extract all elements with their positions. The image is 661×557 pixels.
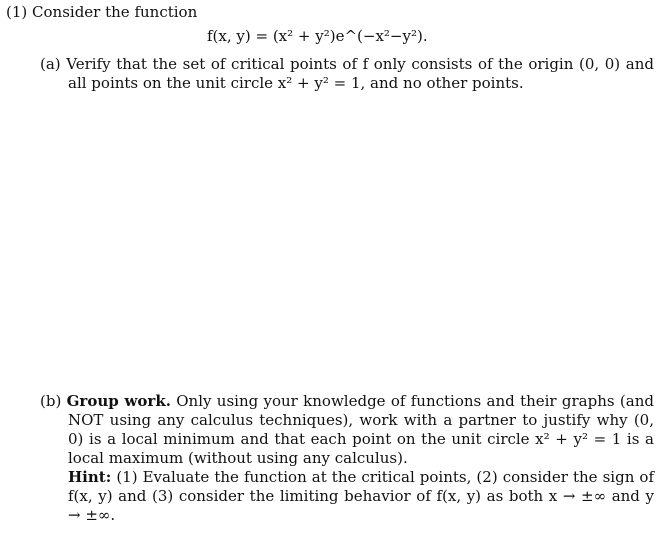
- part-a-label: (a): [40, 55, 61, 73]
- hint-label: Hint:: [68, 468, 112, 486]
- problem-intro: Consider the function: [32, 3, 198, 21]
- problem-number: (1): [6, 3, 28, 21]
- part-b-heading: Group work.: [66, 392, 171, 410]
- part-b-text: Only using your knowledge of functions and their graphs (and NOT using any calculus techniques), work with a partner to justify why (0, 0) is a local minimum and that each point on the unit circle x² + y² = 1 is a local maximum (without using any calculus).: [68, 392, 654, 467]
- hint-text: (1) Evaluate the function at the critical points, (2) consider the sign of f(x, y) and (3) consider the limiting behavior of f(x, y) as both x → ±∞ and y → ±∞.: [68, 468, 654, 524]
- part-a-text: Verify that the set of critical points of f only consists of the origin (0, 0) and all points on the unit circle x² + y² = 1, and no other points.: [66, 55, 654, 92]
- part-b-label: (b): [40, 392, 62, 410]
- part-b: [40, 392, 654, 525]
- function-equation: f(x, y) = (x² + y²)e^(−x²−y²).: [207, 27, 428, 45]
- problem-header: [6, 3, 197, 21]
- part-a: [40, 55, 654, 93]
